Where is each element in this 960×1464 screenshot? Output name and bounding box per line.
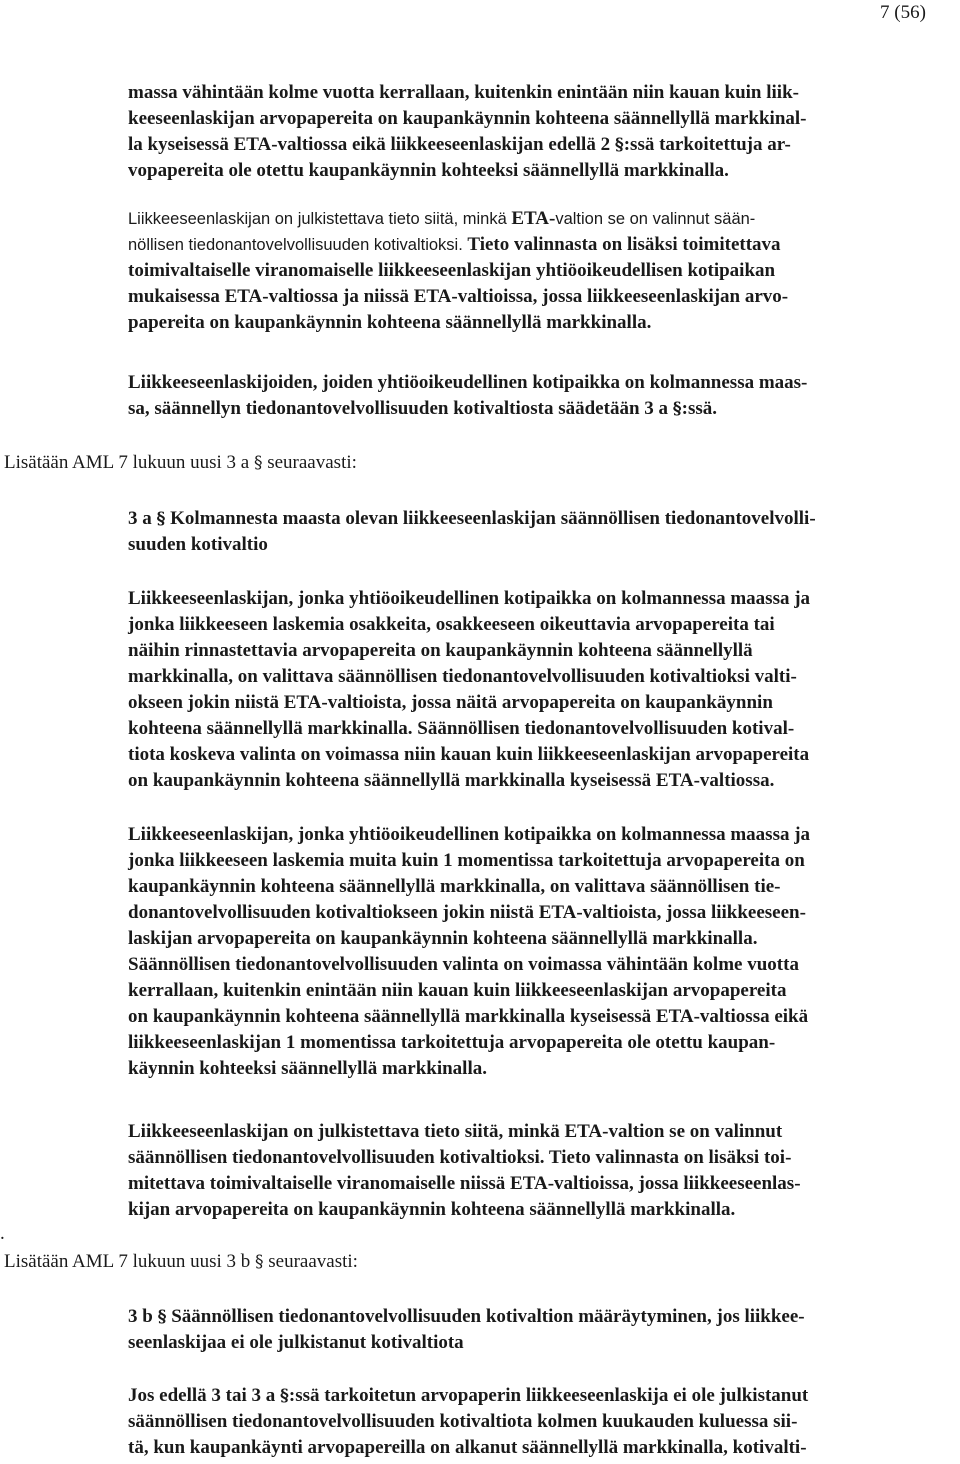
text-line: 3 b § Säännöllisen tiedonantovelvollisuuden kotivaltion määräytyminen, jos liikkee- — [128, 1306, 805, 1327]
section-sign: § — [156, 509, 166, 529]
text-line: säännöllisen tiedonantovelvollisuuden kotivaltiota kolmen kuukauden kuluessa sii- — [128, 1411, 798, 1432]
text-line: suuden kotivaltio — [128, 534, 268, 555]
section-3b-heading — [128, 1304, 958, 1356]
text-line: markkinalla, on valittava säännöllisen tiedonantovelvollisuuden kotivaltioksi valti- — [128, 666, 797, 687]
section-sign: § — [614, 135, 624, 155]
text-line: kijan arvopapereita on kaupankäynnin kohteena säännellyllä markkinalla. — [128, 1199, 736, 1220]
section-number: 3 a — [128, 508, 152, 529]
amendment-instruction: Lisätään AML 7 lukuun uusi 3 a § seuraavasti: — [4, 452, 357, 473]
text-line: säännöllisen tiedonantovelvollisuuden kotivaltioksi. Tieto valinnasta on lisäksi toi- — [128, 1147, 792, 1168]
section-3b-paragraph-1 — [128, 1383, 958, 1461]
section-sign: § — [255, 1252, 264, 1272]
amendment-instruction: Lisätään AML 7 lukuun uusi 3 b § seuraavasti: — [4, 1251, 358, 1272]
text-line: sa, säännellyn tiedonantovelvollisuuden kotivaltiosta säädetään 3 a §:ssä. — [128, 398, 718, 419]
text-line: massa vähintään kolme vuotta kerrallaan, kuitenkin enintään niin kauan kuin liik- — [128, 82, 799, 103]
text-line: toimivaltaiselle viranomaiselle liikkeeseenlaskijan yhtiöoikeudellisen kotipaikan — [128, 260, 776, 281]
text-line: keeseenlaskijan arvopapereita on kaupankäynnin kohteena säännellyllä markkinal- — [128, 108, 807, 129]
text-line: donantovelvollisuuden kotivaltiokseen jokin niistä ETA-valtioista, jossa liikkeeseen- — [128, 902, 806, 923]
text-line: nöllisen tiedonantovelvollisuuden kotivaltioksi. Tieto valinnasta on lisäksi toimitettava — [128, 234, 781, 255]
text-line: Liikkeeseenlaskijan on julkistettava tieto siitä, minkä ETA-valtion se on valinnut — [128, 1121, 783, 1142]
text-line: liikkeeseenlaskijan 1 momentissa tarkoitettuja arvopapereita ole otettu kaupan- — [128, 1032, 776, 1053]
text-line: jonka liikkeeseen laskemia muita kuin 1 momentissa tarkoitettuja arvopapereita on — [128, 850, 805, 871]
text-line: Liikkeeseenlaskijoiden, joiden yhtiöoikeudellinen kotipaikka on kolmannessa maas- — [128, 372, 808, 393]
text-line: tä, kun kaupankäynti arvopapereilla on alkanut säännellyllä markkinalla, kotivalti- — [128, 1437, 807, 1458]
paragraph-publication — [128, 206, 958, 336]
text-line: la kyseisessä ETA-valtiossa eikä liikkeeseenlaskijan edellä 2 §:ssä tarkoitettuja ar- — [128, 134, 791, 155]
text-line: käynnin kohteeksi säännellyllä markkinalla. — [128, 1058, 487, 1079]
text-line: kerrallaan, kuitenkin enintään niin kauan kuin liikkeeseenlaskijan arvopapereita — [128, 980, 787, 1001]
text-line: kaupankäynnin kohteena säännellyllä markkinalla, on valittava säännöllisen tie- — [128, 876, 781, 897]
text-line: vopapereita ole otettu kaupankäynnin kohteeksi säännellyllä markkinalla. — [128, 160, 729, 181]
page-number: 7 (56) — [880, 2, 926, 23]
text-line: seenlaskijaa ei ole julkistanut kotivaltiota — [128, 1332, 464, 1353]
text-line: mukaisessa ETA-valtiossa ja niissä ETA-valtioissa, jossa liikkeeseenlaskijan arvo- — [128, 286, 789, 307]
section-sign: § — [280, 1386, 289, 1406]
section-3a-heading — [128, 506, 958, 558]
text-line: 3 a § Kolmannesta maasta olevan liikkeeseenlaskijan säännöllisen tiedonantovelvolli- — [128, 508, 816, 529]
text-line: kohteena säännellyllä markkinalla. Säännöllisen tiedonantovelvollisuuden kotival- — [128, 718, 795, 739]
section-3a-paragraph-2 — [128, 822, 958, 1082]
text-line: tiota koskeva valinta on voimassa niin kauan kuin liikkeeseenlaskijan arvopapereita — [128, 744, 810, 765]
text-line: jonka liikkeeseen laskemia osakkeita, osakkeeseen oikeuttavia arvopapereita tai — [128, 614, 775, 635]
section-sign: § — [253, 453, 263, 473]
section-number: 3 b — [128, 1306, 153, 1327]
section-3a-paragraph-3 — [128, 1119, 958, 1223]
text-line: Säännöllisen tiedonantovelvollisuuden valinta on voimassa vähintään kolme vuotta — [128, 954, 799, 975]
text-line: mitettava toimivaltaiselle viranomaiselle niissä ETA-valtioissa, jossa liikkeeseenlas- — [128, 1173, 801, 1194]
text-line: laskijan arvopapereita on kaupankäynnin kohteena säännellyllä markkinalla. — [128, 928, 758, 949]
text-line: on kaupankäynnin kohteena säännellyllä markkinalla kyseisessä ETA-valtiossa eikä — [128, 1006, 809, 1027]
section-sign: § — [157, 1307, 167, 1327]
text-line: Jos edellä 3 tai 3 a §:ssä tarkoitetun arvopaperin liikkeeseenlaskija ei ole julkistanut — [128, 1385, 809, 1406]
text-line: okseen jokin niistä ETA-valtioista, jossa näitä arvopapereita on kaupankäynnin — [128, 692, 773, 713]
text-line: papereita on kaupankäynnin kohteena säännellyllä markkinalla. — [128, 312, 652, 333]
text-line: on kaupankäynnin kohteena säännellyllä markkinalla kyseisessä ETA-valtiossa. — [128, 770, 775, 791]
section-3a-paragraph-1 — [128, 586, 958, 794]
text-line: Liikkeeseenlaskijan, jonka yhtiöoikeudellinen kotipaikka on kolmannessa maassa ja — [128, 824, 811, 845]
paragraph-third-country — [128, 370, 958, 422]
stray-dot: . — [0, 1223, 5, 1244]
text-line: Liikkeeseenlaskijan, jonka yhtiöoikeudellinen kotipaikka on kolmannessa maassa ja — [128, 588, 811, 609]
paragraph-continuation — [128, 80, 958, 184]
text-line: näihin rinnastettavia arvopapereita on kaupankäynnin kohteena säännellyllä — [128, 640, 753, 661]
text-line: Liikkeeseenlaskijan on julkistettava tieto siitä, minkä ETA-valtion se on valinnut sään- — [128, 208, 756, 229]
section-sign: § — [672, 399, 682, 419]
